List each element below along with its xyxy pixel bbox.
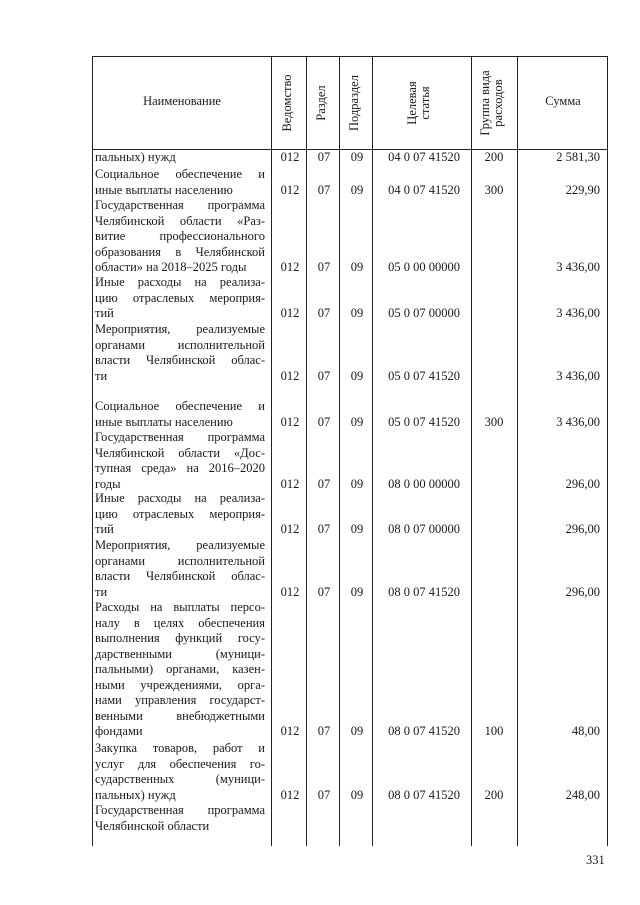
row-name-line: иные выплаты населению [95, 414, 233, 429]
row-summa: 3 436,00 [556, 260, 600, 274]
header-razdel: Раздел [314, 85, 328, 121]
row-vedomstvo: 012 [280, 260, 300, 274]
row-name-line: Челябинской области [95, 818, 210, 833]
row-celevaya: 05 0 00 00000 [388, 260, 460, 274]
row-name-line: Челябинской области «Дос- [95, 445, 265, 460]
row-celevaya: 04 0 07 41520 [388, 150, 460, 164]
row-celevaya: 08 0 07 41520 [388, 787, 460, 802]
row-razdel: 07 [317, 724, 331, 738]
row-name [95, 167, 265, 198]
row-podrazdel: 09 [350, 182, 364, 197]
row-name-line: власти Челябинской облас- [95, 569, 265, 583]
row-razdel: 07 [317, 584, 331, 599]
row-name-line: Расходы на выплаты персо- [95, 600, 265, 614]
table-top-border [92, 56, 608, 57]
col-divider-4 [372, 56, 373, 846]
row-name-line: сударственных (муници- [95, 772, 265, 786]
row-celevaya: 04 0 07 41520 [388, 182, 460, 197]
row-gruppa: 100 [484, 724, 504, 738]
row-name-line: цию отраслевых мероприя- [95, 290, 265, 305]
row-name-line: пальных) нужд [95, 787, 176, 802]
row-vedomstvo: 012 [280, 306, 300, 320]
row-name-line: годы [95, 476, 121, 491]
row-name-line: Социальное обеспечение и [95, 399, 265, 413]
row-name-line: цию отраслевых мероприя- [95, 506, 265, 521]
row-summa: 296,00 [565, 522, 600, 536]
row-name-line: ти [95, 368, 108, 383]
row-name [95, 741, 265, 803]
row-name-line: тупная среда» на 2016–2020 [95, 461, 265, 475]
header-vedomstvo: Ведомство [280, 74, 294, 132]
row-name-line: Закупка товаров, работ и [95, 741, 265, 755]
row-name [95, 322, 265, 384]
row-podrazdel: 09 [350, 724, 364, 738]
row-razdel: 07 [317, 260, 331, 274]
row-name-line: области» на 2018–2025 годы [95, 260, 247, 274]
row-vedomstvo: 012 [280, 724, 300, 738]
header-celevaya-line2: статья [418, 86, 432, 120]
row-name [95, 803, 265, 834]
row-podrazdel: 09 [350, 522, 364, 536]
header-gruppa-vida [479, 58, 509, 148]
row-name [95, 198, 265, 276]
row-name [95, 399, 265, 430]
row-name-line: иные выплаты населению [95, 182, 233, 197]
row-name-line: выполнения функций госу- [95, 631, 265, 645]
row-name-line: услуг для обеспечения го- [95, 756, 265, 771]
row-podrazdel: 09 [350, 260, 364, 274]
col-divider-2 [306, 56, 307, 846]
row-vedomstvo: 012 [280, 584, 300, 599]
row-name-line: дарственными (муници- [95, 646, 265, 661]
row-name [95, 538, 265, 600]
row-name-line: органами исполнительной [95, 553, 265, 568]
row-celevaya: 05 0 07 41520 [388, 368, 460, 383]
row-vedomstvo: 012 [280, 150, 300, 164]
row-name-line: налу в целях обеспечения [95, 615, 265, 630]
row-summa: 229,90 [565, 182, 600, 197]
row-vedomstvo: 012 [280, 182, 300, 197]
row-name [95, 150, 265, 166]
row-summa: 3 436,00 [556, 306, 600, 320]
row-name-line: Государственная программа [95, 803, 265, 817]
row-celevaya: 08 0 00 00000 [388, 476, 460, 491]
row-summa: 3 436,00 [556, 368, 600, 383]
header-celevaya-statya [406, 58, 436, 148]
row-razdel: 07 [317, 476, 331, 491]
row-name-line: венными внебюджетными [95, 708, 265, 723]
row-name-line: витие профессионального [95, 229, 265, 243]
page-number: 331 [586, 853, 605, 867]
col-divider-1 [271, 56, 272, 846]
row-name-line: Социальное обеспечение и [95, 167, 265, 181]
row-razdel: 07 [317, 182, 331, 197]
row-podrazdel: 09 [350, 306, 364, 320]
table-right-border [607, 56, 608, 846]
row-name [95, 430, 265, 492]
row-gruppa: 200 [484, 150, 504, 164]
row-name-line: Государственная программа [95, 198, 265, 212]
row-name [95, 491, 265, 538]
row-razdel: 07 [317, 150, 331, 164]
row-name-line: Государственная программа [95, 430, 265, 444]
row-name-line: тий [95, 522, 114, 536]
header-name: Наименование [143, 94, 221, 108]
row-gruppa: 300 [484, 182, 504, 197]
row-celevaya: 05 0 07 41520 [388, 414, 460, 429]
row-name-line: Иные расходы на реализа- [95, 491, 265, 505]
row-celevaya: 08 0 07 41520 [388, 584, 460, 599]
row-name [95, 275, 265, 322]
row-razdel: 07 [317, 787, 331, 802]
row-summa: 296,00 [565, 584, 600, 599]
row-summa: 248,00 [565, 787, 600, 802]
row-podrazdel: 09 [350, 368, 364, 383]
row-summa: 2 581,30 [556, 150, 600, 164]
row-name-line: Мероприятия, реализуемые [95, 538, 265, 552]
row-name-line: Челябинской области «Раз- [95, 213, 265, 228]
row-vedomstvo: 012 [280, 787, 300, 802]
row-gruppa: 300 [484, 414, 504, 429]
row-summa: 3 436,00 [556, 414, 600, 429]
row-summa: 48,00 [571, 724, 600, 738]
col-divider-6 [517, 56, 518, 846]
row-name-line: ти [95, 584, 108, 599]
row-name-line: образования в Челябинской [95, 244, 265, 259]
row-podrazdel: 09 [350, 414, 364, 429]
row-celevaya: 08 0 07 00000 [388, 522, 460, 536]
row-celevaya: 05 0 07 00000 [388, 306, 460, 320]
row-name [95, 600, 265, 740]
row-vedomstvo: 012 [280, 368, 300, 383]
row-gruppa: 200 [484, 787, 504, 802]
row-razdel: 07 [317, 306, 331, 320]
row-celevaya: 08 0 07 41520 [388, 724, 460, 738]
row-podrazdel: 09 [350, 476, 364, 491]
col-divider-3 [339, 56, 340, 846]
row-razdel: 07 [317, 414, 331, 429]
row-razdel: 07 [317, 522, 331, 536]
row-name-line: тий [95, 306, 114, 320]
header-gruppa-line2: расходов [491, 79, 505, 127]
col-divider-5 [471, 56, 472, 846]
row-summa: 296,00 [565, 476, 600, 491]
row-name-line: органами исполнительной [95, 337, 265, 352]
row-podrazdel: 09 [350, 150, 364, 164]
row-vedomstvo: 012 [280, 476, 300, 491]
row-name-line: пальных) нужд [95, 150, 176, 164]
row-name-line: фондами [95, 724, 143, 738]
row-name-line: власти Челябинской облас- [95, 353, 265, 367]
row-podrazdel: 09 [350, 787, 364, 802]
row-vedomstvo: 012 [280, 414, 300, 429]
header-summa: Сумма [545, 94, 581, 108]
row-name-line: пальными) органами, казен- [95, 662, 265, 676]
row-name-line: нами управления государст- [95, 693, 265, 707]
header-celevaya-line1: Целевая [405, 81, 419, 125]
row-name-line: Иные расходы на реализа- [95, 275, 265, 289]
row-vedomstvo: 012 [280, 522, 300, 536]
row-podrazdel: 09 [350, 584, 364, 599]
header-gruppa-line1: Группа вида [478, 70, 492, 136]
table-left-border [92, 56, 93, 846]
header-podrazdel: Подраздел [347, 75, 361, 131]
row-name-line: ными учреждениями, орга- [95, 677, 265, 692]
row-razdel: 07 [317, 368, 331, 383]
row-name-line: Мероприятия, реализуемые [95, 322, 265, 336]
